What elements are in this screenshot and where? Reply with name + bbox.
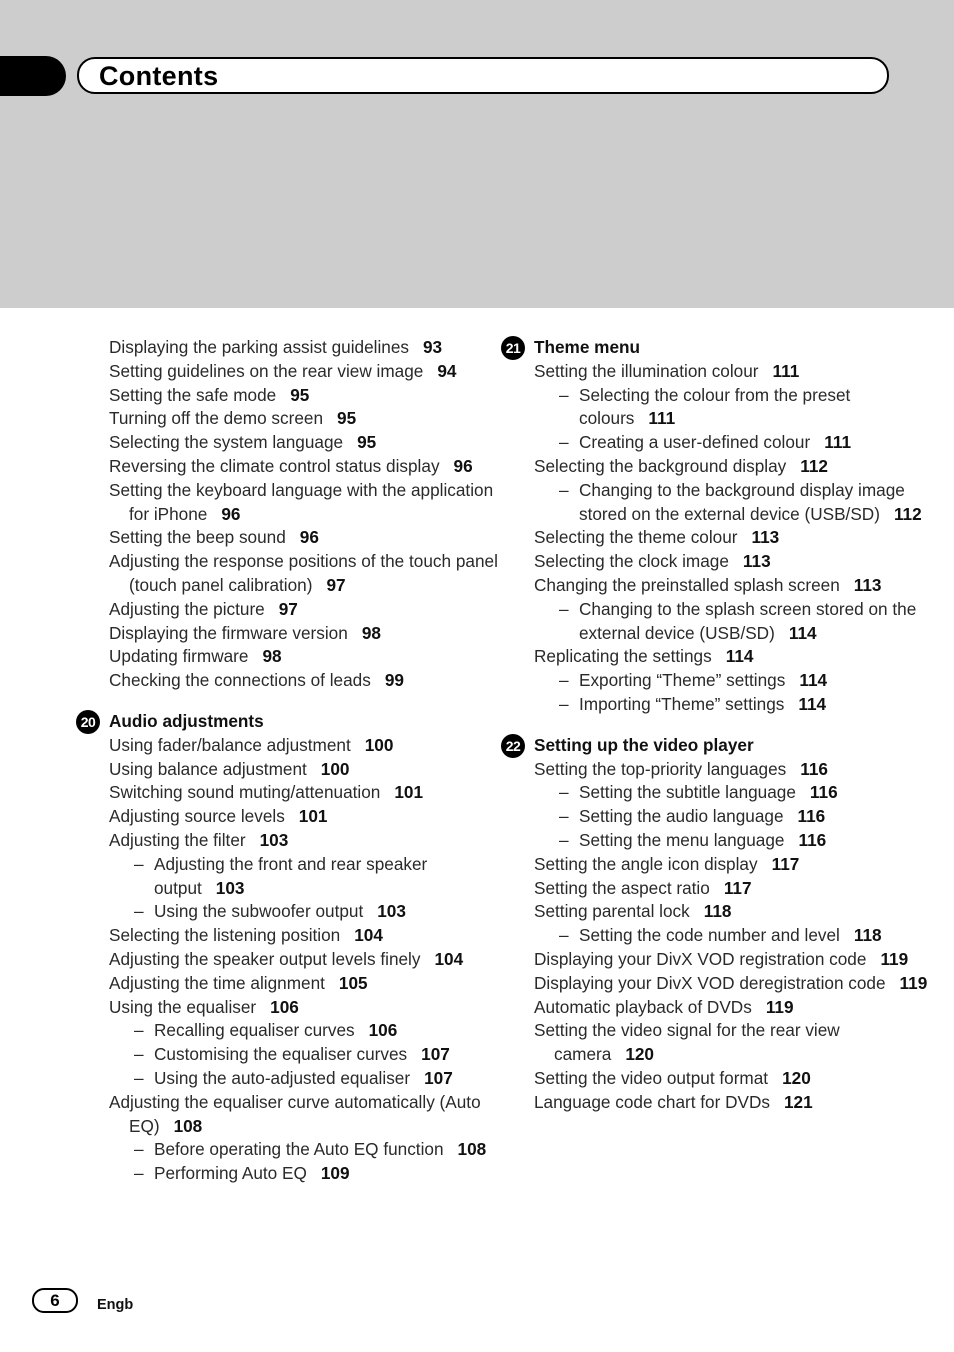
toc-entry bbox=[534, 972, 934, 996]
toc-page-number: 120 bbox=[625, 1044, 654, 1065]
section-heading bbox=[80, 710, 509, 734]
toc-page-number: 114 bbox=[788, 622, 817, 643]
toc-entry-text: Using balance adjustment bbox=[109, 758, 307, 779]
toc-left-column bbox=[80, 336, 509, 1186]
dash-marker: – bbox=[134, 1067, 144, 1088]
toc-entry bbox=[109, 431, 509, 455]
section-number-badge: 20 bbox=[76, 710, 100, 734]
toc-entry bbox=[109, 734, 509, 758]
toc-entry bbox=[534, 948, 934, 972]
dash-marker: – bbox=[134, 901, 144, 922]
toc-subentry bbox=[534, 924, 934, 948]
toc-subentry bbox=[534, 384, 934, 432]
footer-page-number: 6 bbox=[32, 1288, 78, 1313]
dash-marker: – bbox=[559, 925, 569, 946]
toc-entry bbox=[534, 996, 934, 1020]
page-title: Contents bbox=[99, 61, 219, 91]
toc-subentry bbox=[534, 431, 934, 455]
toc-entry bbox=[534, 645, 934, 669]
toc-page-number: 117 bbox=[723, 877, 752, 898]
toc-page-number: 106 bbox=[270, 996, 299, 1017]
toc-page-number: 93 bbox=[423, 337, 443, 357]
toc-page-number: 111 bbox=[648, 408, 676, 429]
section-heading bbox=[505, 336, 934, 360]
toc-entry-text: Setting parental lock bbox=[534, 901, 690, 922]
dash-marker: – bbox=[559, 806, 569, 827]
toc-page-number: 109 bbox=[320, 1163, 350, 1184]
toc-entry-text: Changing to the background display image stored on the external device (USB/SD) bbox=[579, 479, 905, 524]
toc-entry bbox=[534, 360, 934, 384]
toc-page-number: 96 bbox=[221, 503, 241, 524]
toc-right-column bbox=[505, 336, 934, 1115]
toc-entry-text: Changing the preinstalled splash screen bbox=[534, 574, 840, 595]
toc-entry-text: Exporting “Theme” settings bbox=[579, 670, 786, 691]
toc-entry-text: Setting the angle icon display bbox=[534, 853, 758, 874]
toc-entry-text: Changing to the splash screen stored on the external device (USB/SD) bbox=[579, 598, 917, 643]
toc-entry bbox=[534, 1091, 934, 1115]
toc-entry bbox=[534, 900, 934, 924]
toc-entry-text: Importing “Theme” settings bbox=[579, 693, 785, 714]
toc-entry-text: Adjusting source levels bbox=[109, 806, 285, 827]
toc-page-number: 98 bbox=[361, 622, 381, 643]
toc-entry-text: Performing Auto EQ bbox=[154, 1163, 307, 1184]
toc-entry-text: Displaying your DivX VOD registration code bbox=[534, 948, 867, 969]
dash-marker: – bbox=[559, 384, 569, 405]
toc-page-number: 114 bbox=[799, 670, 828, 691]
toc-entry-text: Adjusting the picture bbox=[109, 598, 265, 619]
toc-page-number: 101 bbox=[394, 782, 424, 803]
toc-entry bbox=[109, 526, 509, 550]
toc-entry-text: Setting the safe mode bbox=[109, 384, 277, 405]
toc-entry-text: Setting guidelines on the rear view image bbox=[109, 360, 424, 381]
dash-marker: – bbox=[559, 479, 569, 500]
toc-entry bbox=[534, 526, 934, 550]
toc-entry bbox=[534, 758, 934, 782]
toc-entry-text: Replicating the settings bbox=[534, 646, 712, 667]
dash-marker: – bbox=[134, 1044, 144, 1065]
toc-entry-text: Setting the top-priority languages bbox=[534, 758, 787, 779]
toc-page-number: 120 bbox=[782, 1067, 811, 1088]
toc-entry-text: Adjusting the filter bbox=[109, 829, 246, 850]
section-number-badge: 22 bbox=[501, 734, 525, 758]
toc-page-number: 114 bbox=[725, 646, 754, 667]
toc-entry-text: Setting the illumination colour bbox=[534, 360, 759, 381]
toc-entry bbox=[109, 758, 509, 782]
toc-entry bbox=[109, 384, 509, 408]
toc-page-number: 112 bbox=[893, 503, 922, 524]
dash-marker: – bbox=[559, 670, 569, 691]
header-band bbox=[0, 0, 954, 308]
toc-page-number: 116 bbox=[798, 829, 827, 850]
toc-page-number: 107 bbox=[424, 1067, 453, 1088]
toc-entry-text: Reversing the climate control status display bbox=[109, 455, 440, 476]
toc-entry-text: Updating firmware bbox=[109, 646, 249, 667]
toc-entry-text: Adjusting the time alignment bbox=[109, 972, 325, 993]
toc-entry-text: Displaying your DivX VOD deregistration code bbox=[534, 972, 886, 993]
dash-marker: – bbox=[134, 1139, 144, 1160]
toc-entry bbox=[109, 924, 509, 948]
toc-entry-text: Selecting the background display bbox=[534, 455, 787, 476]
toc-subentry bbox=[534, 669, 934, 693]
toc-entry bbox=[109, 669, 509, 693]
toc-entry-text: Using the equaliser bbox=[109, 996, 257, 1017]
toc-entry-text: Using fader/balance adjustment bbox=[109, 734, 351, 755]
toc-entry bbox=[109, 829, 509, 853]
toc-page-number: 108 bbox=[457, 1139, 487, 1160]
toc-page-number: 95 bbox=[337, 408, 357, 429]
toc-page-number: 97 bbox=[326, 574, 346, 595]
toc-subentry bbox=[109, 1043, 509, 1067]
toc-entry bbox=[109, 407, 509, 431]
toc-subentry bbox=[534, 829, 934, 853]
toc-page-number: 111 bbox=[824, 432, 851, 453]
toc-page-number: 105 bbox=[338, 972, 368, 993]
toc-page-number: 119 bbox=[765, 996, 794, 1017]
toc-page-number: 103 bbox=[377, 901, 406, 922]
toc-page-number: 96 bbox=[453, 455, 473, 476]
header-title-box bbox=[77, 57, 889, 94]
toc-subentry bbox=[109, 900, 509, 924]
toc-entry bbox=[534, 853, 934, 877]
toc-entry-text: Checking the connections of leads bbox=[109, 670, 371, 691]
toc-page-number: 119 bbox=[880, 948, 909, 969]
toc-entry-text: Setting the code number and level bbox=[579, 925, 840, 946]
toc-subentry bbox=[109, 1162, 509, 1186]
toc-entry-text: Displaying the parking assist guidelines bbox=[109, 337, 409, 357]
toc-page-number: 96 bbox=[299, 527, 319, 548]
toc-entry-text: Adjusting the equaliser curve automatically (Auto EQ) bbox=[109, 1091, 481, 1136]
toc-entry bbox=[109, 455, 509, 479]
toc-page-number: 103 bbox=[259, 829, 289, 850]
toc-entry bbox=[534, 550, 934, 574]
dash-marker: – bbox=[559, 782, 569, 803]
toc-page-number: 118 bbox=[853, 925, 882, 946]
toc-entry-text: Recalling equaliser curves bbox=[154, 1020, 355, 1041]
toc-page-number: 97 bbox=[278, 598, 298, 619]
section-title: Theme menu bbox=[534, 337, 641, 357]
toc-page-number: 119 bbox=[899, 972, 928, 993]
toc-page-number: 106 bbox=[368, 1020, 398, 1041]
toc-entry-text: Selecting the listening position bbox=[109, 925, 341, 946]
toc-page-number: 113 bbox=[751, 527, 780, 548]
toc-subentry bbox=[109, 853, 509, 901]
toc-entry bbox=[109, 805, 509, 829]
toc-entry bbox=[534, 1019, 934, 1067]
toc-entry-text: Language code chart for DVDs bbox=[534, 1091, 770, 1112]
section-number-badge: 21 bbox=[501, 336, 525, 360]
toc-page-number: 94 bbox=[437, 360, 457, 381]
toc-entry-text: Automatic playback of DVDs bbox=[534, 996, 752, 1017]
footer-language: Engb bbox=[97, 1297, 134, 1313]
toc-page-number: 116 bbox=[797, 806, 826, 827]
toc-entry bbox=[109, 622, 509, 646]
toc-entry-text: Setting the aspect ratio bbox=[534, 877, 710, 898]
toc-page-number: 107 bbox=[421, 1044, 450, 1065]
toc-entry-text: Using the subwoofer output bbox=[154, 901, 364, 922]
toc-entry-text: Customising the equaliser curves bbox=[154, 1044, 408, 1065]
toc-entry bbox=[109, 645, 509, 669]
toc-entry-text: Selecting the colour from the preset colours bbox=[579, 384, 851, 429]
toc-subentry bbox=[534, 693, 934, 717]
toc-page-number: 98 bbox=[262, 646, 282, 667]
toc-page-number: 117 bbox=[771, 853, 800, 874]
toc-page-number: 104 bbox=[434, 948, 464, 969]
toc-page-number: 113 bbox=[853, 574, 882, 595]
toc-entry-text: Adjusting the front and rear speaker output bbox=[154, 853, 428, 898]
toc-entry-text: Selecting the system language bbox=[109, 432, 344, 453]
dash-marker: – bbox=[559, 693, 569, 714]
toc-subentry bbox=[109, 1067, 509, 1091]
toc-entry bbox=[534, 1067, 934, 1091]
toc-entry bbox=[109, 1091, 509, 1139]
toc-page-number: 116 bbox=[809, 782, 838, 803]
toc-page-number: 108 bbox=[173, 1115, 203, 1136]
toc-subentry bbox=[109, 1019, 509, 1043]
toc-entry bbox=[534, 455, 934, 479]
toc-subentry bbox=[534, 781, 934, 805]
toc-entry bbox=[109, 996, 509, 1020]
toc-entry bbox=[109, 598, 509, 622]
toc-entry-text: Turning off the demo screen bbox=[109, 408, 324, 429]
toc-subentry bbox=[534, 598, 934, 646]
toc-subentry bbox=[534, 479, 934, 527]
dash-marker: – bbox=[559, 598, 569, 619]
toc-entry-text: Setting the subtitle language bbox=[579, 782, 796, 803]
toc-entry-text: Using the auto-adjusted equaliser bbox=[154, 1067, 411, 1088]
toc-entry bbox=[109, 972, 509, 996]
toc-entry-text: Creating a user-defined colour bbox=[579, 432, 811, 453]
toc-page-number: 99 bbox=[384, 670, 404, 691]
toc-entry-text: Setting the audio language bbox=[579, 806, 784, 827]
toc-subentry bbox=[534, 805, 934, 829]
toc-entry-text: Displaying the firmware version bbox=[109, 622, 348, 643]
toc-entry-text: Selecting the clock image bbox=[534, 551, 729, 572]
dash-marker: – bbox=[559, 432, 569, 453]
toc-entry bbox=[534, 574, 934, 598]
toc-page-number: 121 bbox=[784, 1091, 813, 1112]
dash-marker: – bbox=[134, 853, 144, 874]
toc-entry-text: Setting the beep sound bbox=[109, 527, 286, 548]
toc-entry-text: Setting the video signal for the rear view camera bbox=[534, 1020, 840, 1065]
toc-entry-text: Setting the video output format bbox=[534, 1067, 769, 1088]
toc-entry-text: Setting the keyboard language with the application for iPhone bbox=[109, 479, 494, 524]
toc-page-number: 113 bbox=[742, 551, 771, 572]
toc-entry bbox=[109, 336, 509, 360]
toc-page-number: 100 bbox=[320, 758, 350, 779]
toc-entry-text: Adjusting the response positions of the touch panel (touch panel calibration) bbox=[109, 551, 498, 595]
toc-entry bbox=[109, 479, 509, 527]
toc-page-number: 118 bbox=[703, 901, 732, 922]
toc-entry-text: Adjusting the speaker output levels finely bbox=[109, 948, 421, 969]
toc-subentry bbox=[109, 1138, 509, 1162]
toc-entry bbox=[534, 877, 934, 901]
section-title: Audio adjustments bbox=[109, 710, 264, 731]
toc-entry-text: Switching sound muting/attenuation bbox=[109, 782, 381, 803]
dash-marker: – bbox=[134, 1020, 144, 1041]
dash-marker: – bbox=[134, 1163, 144, 1184]
toc-page-number: 100 bbox=[364, 734, 394, 755]
toc-page-number: 104 bbox=[354, 925, 383, 946]
toc-entry bbox=[109, 360, 509, 384]
toc-entry-text: Setting the menu language bbox=[579, 829, 785, 850]
toc-page-number: 103 bbox=[215, 877, 245, 898]
toc-page-number: 95 bbox=[290, 384, 310, 405]
header-tab bbox=[0, 56, 66, 96]
section-heading bbox=[505, 734, 934, 758]
toc-page-number: 101 bbox=[298, 806, 328, 827]
toc-page-number: 95 bbox=[357, 432, 377, 453]
toc-entry-text: Before operating the Auto EQ function bbox=[154, 1139, 444, 1160]
toc-entry-text: Selecting the theme colour bbox=[534, 527, 738, 548]
toc-entry bbox=[109, 781, 509, 805]
toc-page-number: 116 bbox=[800, 758, 828, 779]
toc-page-number: 112 bbox=[800, 455, 828, 476]
dash-marker: – bbox=[559, 829, 569, 850]
section-title: Setting up the video player bbox=[534, 734, 754, 755]
toc-page-number: 111 bbox=[772, 360, 800, 381]
toc-entry bbox=[109, 550, 509, 598]
toc-page-number: 114 bbox=[798, 693, 827, 714]
toc-entry bbox=[109, 948, 509, 972]
